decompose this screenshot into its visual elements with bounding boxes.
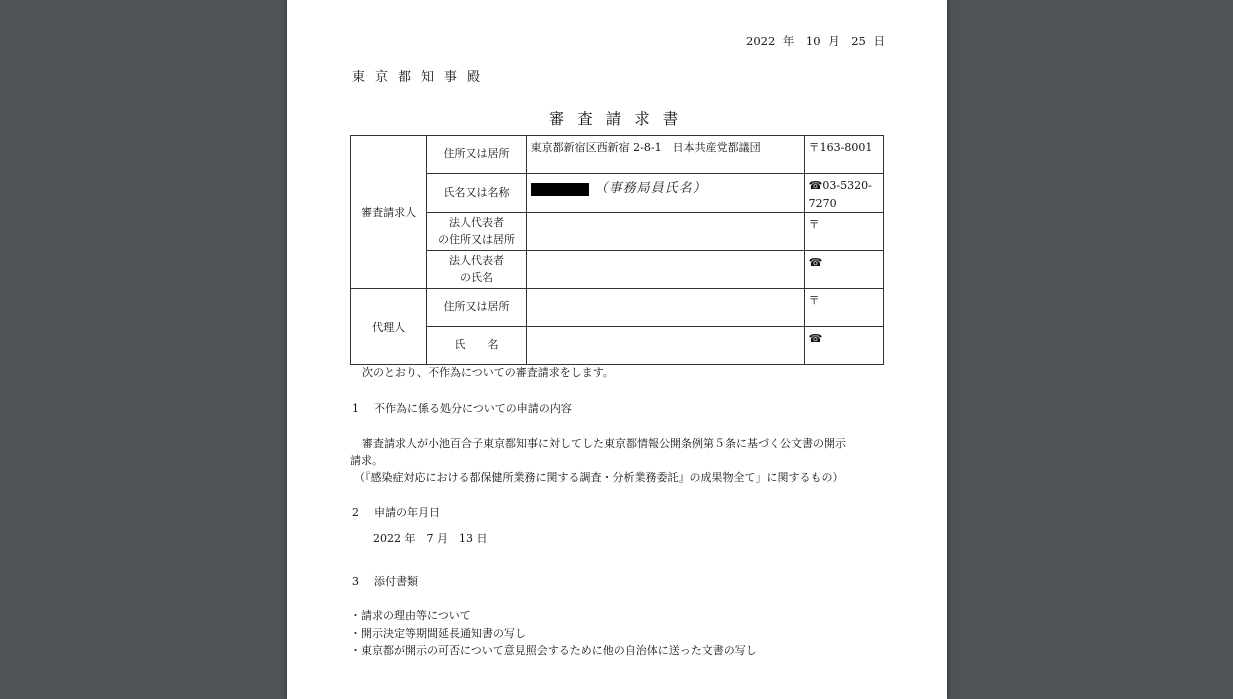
section-1-number: 1 — [352, 402, 359, 415]
agent-address-label: 住所又は居所 — [427, 289, 526, 327]
rep-address-value — [526, 213, 804, 251]
address-value: 東京都新宿区西新宿 2-8-1 日本共産党都議団 — [526, 136, 804, 174]
section-2-number: 2 — [352, 506, 359, 519]
section-2-title: 申請の年月日 — [374, 506, 440, 519]
attachment-list — [350, 607, 757, 660]
attachment-item: ・開示決定等期間延長通知書の写し — [350, 626, 526, 640]
phone-2: ☎ — [804, 251, 883, 289]
document-page — [287, 0, 947, 699]
section-1-line2: 請求。 — [350, 454, 383, 467]
document-date: 2022 年 10 月 25 日 — [746, 34, 885, 48]
requester-group-label: 審査請求人 — [351, 136, 427, 289]
rep-name-value — [526, 251, 804, 289]
phone-number: ☎03-5320-7270 — [804, 174, 883, 213]
rep-address-label-line1: 法人代表者 — [448, 216, 504, 230]
phone-3: ☎ — [804, 327, 883, 365]
rep-name-label-line2: の氏名 — [459, 270, 493, 284]
redacted-block — [531, 183, 589, 196]
requester-table — [350, 135, 884, 365]
section-1-title: 不作為に係る処分についての申請の内容 — [374, 402, 572, 415]
rep-address-label-line2: の住所又は居所 — [437, 232, 515, 246]
rep-address-label — [427, 213, 526, 251]
postal-code-3: 〒 — [804, 289, 883, 327]
attachment-item: ・請求の理由等について — [350, 609, 471, 622]
section-1-body — [350, 435, 890, 486]
handwritten-note: （事務局員氏名） — [594, 181, 707, 196]
rep-name-label — [427, 251, 526, 289]
postal-code: 〒163-8001 — [804, 136, 883, 174]
attachment-item: ・東京都が開示の可否について意見照会するために他の自治体に送った文書の写し — [350, 644, 757, 657]
section-3-title: 添付書類 — [374, 575, 418, 588]
rep-name-label-line1: 法人代表者 — [448, 254, 504, 268]
section-1-line1: 審査請求人が小池百合子東京都知事に対してした東京都情報公開条例第５条に基づく公文書の開示 — [362, 437, 846, 450]
section-1-heading — [352, 400, 572, 416]
agent-address-value — [526, 289, 804, 327]
agent-name-value — [526, 327, 804, 365]
section-2-heading — [352, 504, 440, 520]
name-label: 氏名又は名称 — [427, 174, 526, 213]
address-label: 住所又は居所 — [427, 136, 526, 174]
agent-name-label: 氏 名 — [427, 327, 526, 365]
section-3-heading — [352, 573, 418, 589]
addressee: 東京都知事殿 — [352, 70, 491, 85]
name-value — [526, 174, 804, 213]
document-title: 審査請求書 — [548, 110, 692, 128]
agent-group-label: 代理人 — [351, 289, 427, 365]
section-1-line3: （『感染症対応における都保健所業務に関する調査・分析業務委託』の成果物全て」に関するもの） — [354, 471, 844, 484]
intro-text: 次のとおり、不作為についての審査請求をします。 — [362, 366, 614, 379]
section-2-date: 2022 年 7 月 13 日 — [373, 532, 488, 545]
section-3-number: 3 — [352, 575, 359, 588]
postal-code-2: 〒 — [804, 213, 883, 251]
